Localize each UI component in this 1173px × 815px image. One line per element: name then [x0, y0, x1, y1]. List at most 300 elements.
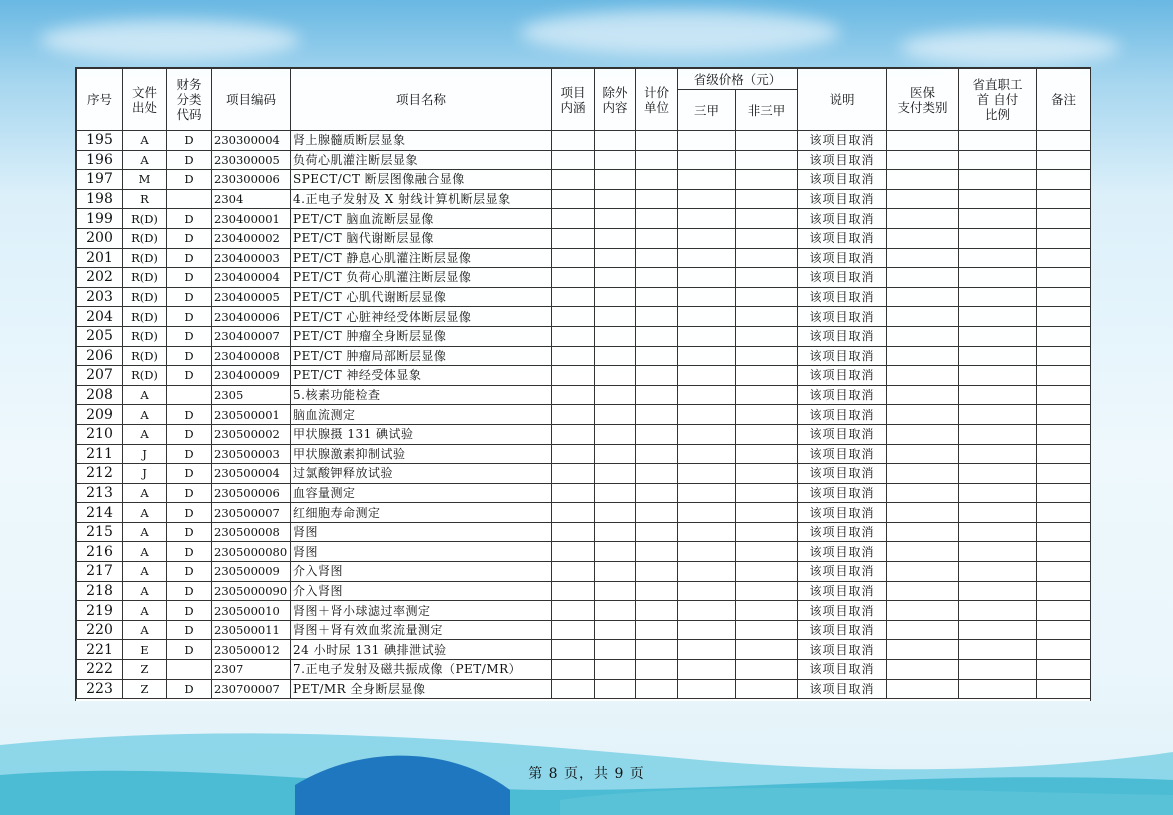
row-finance-code: D: [167, 581, 212, 601]
row-finance-code: D: [167, 522, 212, 542]
row-self-pay-ratio: [959, 660, 1037, 680]
row-price-tier-b: [736, 522, 798, 542]
row-price-tier-b: [736, 307, 798, 327]
row-description: 该项目取消: [798, 640, 887, 660]
row-insurance-category: [887, 581, 959, 601]
row-remark: [1037, 150, 1091, 170]
header-item-code: 项目编码: [212, 69, 291, 131]
row-item-code: 2305000090: [212, 581, 291, 601]
row-price-tier-b: [736, 542, 798, 562]
row-price-tier-b: [736, 601, 798, 621]
row-price-tier-b: [736, 640, 798, 660]
row-price-tier-b: [736, 385, 798, 405]
row-finance-code: D: [167, 366, 212, 386]
row-remark: [1037, 228, 1091, 248]
row-self-pay-ratio: [959, 248, 1037, 268]
row-remark: [1037, 620, 1091, 640]
row-finance-code: D: [167, 640, 212, 660]
row-item-code: 230500009: [212, 562, 291, 582]
row-price-tier-a: [678, 542, 736, 562]
row-exclusions: [595, 542, 636, 562]
table-row: [77, 307, 1091, 327]
row-remark: [1037, 522, 1091, 542]
row-description: 该项目取消: [798, 385, 887, 405]
row-self-pay-ratio: [959, 601, 1037, 621]
row-price-tier-b: [736, 464, 798, 484]
row-remark: [1037, 424, 1091, 444]
row-remark: [1037, 346, 1091, 366]
row-source: A: [123, 483, 167, 503]
row-insurance-category: [887, 228, 959, 248]
table-row: [77, 679, 1091, 699]
table-row: [77, 424, 1091, 444]
row-self-pay-ratio: [959, 287, 1037, 307]
row-insurance-category: [887, 405, 959, 425]
row-item-content: [552, 228, 595, 248]
row-price-tier-b: [736, 189, 798, 209]
row-seq: 209: [77, 405, 123, 425]
row-insurance-category: [887, 464, 959, 484]
row-item-name: PET/MR 全身断层显像: [291, 679, 552, 699]
row-item-name: 介入肾图: [291, 581, 552, 601]
row-insurance-category: [887, 542, 959, 562]
row-unit: [636, 522, 678, 542]
row-description: 该项目取消: [798, 366, 887, 386]
row-item-code: 230500006: [212, 483, 291, 503]
row-insurance-category: [887, 326, 959, 346]
row-self-pay-ratio: [959, 620, 1037, 640]
row-self-pay-ratio: [959, 542, 1037, 562]
row-description: 该项目取消: [798, 268, 887, 288]
row-price-tier-a: [678, 189, 736, 209]
row-exclusions: [595, 640, 636, 660]
row-item-code: 2305: [212, 385, 291, 405]
row-item-name: 血容量测定: [291, 483, 552, 503]
row-self-pay-ratio: [959, 268, 1037, 288]
header-price-tier-a: 三甲: [678, 90, 736, 131]
row-insurance-category: [887, 346, 959, 366]
row-unit: [636, 679, 678, 699]
row-seq: 207: [77, 366, 123, 386]
row-item-code: 230400005: [212, 287, 291, 307]
row-self-pay-ratio: [959, 346, 1037, 366]
row-description: 该项目取消: [798, 209, 887, 229]
row-description: 该项目取消: [798, 444, 887, 464]
row-finance-code: D: [167, 287, 212, 307]
row-unit: [636, 170, 678, 190]
row-item-code: 230400008: [212, 346, 291, 366]
header-self-pay-ratio: 省直职工 首 自付 比例: [959, 69, 1037, 131]
row-unit: [636, 483, 678, 503]
row-unit: [636, 346, 678, 366]
row-price-tier-b: [736, 660, 798, 680]
row-unit: [636, 601, 678, 621]
row-item-code: 230500002: [212, 424, 291, 444]
row-price-tier-b: [736, 248, 798, 268]
row-self-pay-ratio: [959, 562, 1037, 582]
row-item-content: [552, 660, 595, 680]
row-seq: 195: [77, 131, 123, 151]
row-price-tier-a: [678, 679, 736, 699]
row-remark: [1037, 660, 1091, 680]
row-source: R(D): [123, 268, 167, 288]
row-exclusions: [595, 209, 636, 229]
row-price-tier-b: [736, 170, 798, 190]
row-exclusions: [595, 679, 636, 699]
row-item-name: SPECT/CT 断层图像融合显像: [291, 170, 552, 190]
row-exclusions: [595, 522, 636, 542]
header-item-content: 项目 内涵: [552, 69, 595, 131]
row-exclusions: [595, 405, 636, 425]
row-description: 该项目取消: [798, 679, 887, 699]
row-item-content: [552, 385, 595, 405]
row-item-code: 230500001: [212, 405, 291, 425]
row-price-tier-a: [678, 620, 736, 640]
row-exclusions: [595, 150, 636, 170]
table-row: [77, 483, 1091, 503]
row-source: A: [123, 620, 167, 640]
row-self-pay-ratio: [959, 503, 1037, 523]
row-price-tier-b: [736, 620, 798, 640]
row-self-pay-ratio: [959, 366, 1037, 386]
row-unit: [636, 228, 678, 248]
row-description: 该项目取消: [798, 170, 887, 190]
row-remark: [1037, 287, 1091, 307]
row-item-content: [552, 444, 595, 464]
row-item-name: 过氯酸钾释放试验: [291, 464, 552, 484]
row-item-code: 230300005: [212, 150, 291, 170]
row-price-tier-a: [678, 405, 736, 425]
row-insurance-category: [887, 131, 959, 151]
row-source: R(D): [123, 209, 167, 229]
row-item-name: PET/CT 静息心肌灌注断层显像: [291, 248, 552, 268]
header-price-group: 省级价格（元）: [678, 69, 798, 90]
row-item-content: [552, 562, 595, 582]
row-price-tier-b: [736, 326, 798, 346]
row-source: R(D): [123, 228, 167, 248]
row-item-code: 2307: [212, 660, 291, 680]
row-remark: [1037, 542, 1091, 562]
row-insurance-category: [887, 209, 959, 229]
row-item-name: 红细胞寿命测定: [291, 503, 552, 523]
table-row: [77, 287, 1091, 307]
row-insurance-category: [887, 601, 959, 621]
table-body: [77, 131, 1091, 699]
row-item-content: [552, 366, 595, 386]
header-finance-code: 财务 分类 代码: [167, 69, 212, 131]
row-seq: 211: [77, 444, 123, 464]
row-price-tier-b: [736, 679, 798, 699]
row-remark: [1037, 562, 1091, 582]
row-self-pay-ratio: [959, 170, 1037, 190]
page-number: 第 8 页，共 9 页: [528, 766, 645, 782]
row-item-name: PET/CT 心脏神经受体断层显像: [291, 307, 552, 327]
row-item-content: [552, 581, 595, 601]
row-item-content: [552, 268, 595, 288]
row-unit: [636, 562, 678, 582]
row-source: R(D): [123, 287, 167, 307]
row-unit: [636, 268, 678, 288]
row-exclusions: [595, 366, 636, 386]
row-finance-code: D: [167, 464, 212, 484]
header-insurance-category: 医保 支付类别: [887, 69, 959, 131]
row-finance-code: D: [167, 424, 212, 444]
row-seq: 203: [77, 287, 123, 307]
row-unit: [636, 209, 678, 229]
row-item-name: 肾图＋肾小球滤过率测定: [291, 601, 552, 621]
row-insurance-category: [887, 170, 959, 190]
row-insurance-category: [887, 503, 959, 523]
row-remark: [1037, 131, 1091, 151]
row-unit: [636, 131, 678, 151]
row-price-tier-b: [736, 150, 798, 170]
row-price-tier-a: [678, 346, 736, 366]
table-row: [77, 268, 1091, 288]
row-self-pay-ratio: [959, 326, 1037, 346]
row-item-name: PET/CT 肿瘤全身断层显像: [291, 326, 552, 346]
row-self-pay-ratio: [959, 483, 1037, 503]
row-exclusions: [595, 385, 636, 405]
row-unit: [636, 307, 678, 327]
row-remark: [1037, 405, 1091, 425]
row-seq: 208: [77, 385, 123, 405]
row-remark: [1037, 170, 1091, 190]
row-seq: 205: [77, 326, 123, 346]
header-unit: 计价 单位: [636, 69, 678, 131]
row-item-name: 肾图＋肾有效血浆流量测定: [291, 620, 552, 640]
row-item-content: [552, 620, 595, 640]
header-exclusions: 除外 内容: [595, 69, 636, 131]
row-finance-code: D: [167, 346, 212, 366]
row-price-tier-a: [678, 581, 736, 601]
row-price-tier-a: [678, 424, 736, 444]
row-price-tier-b: [736, 366, 798, 386]
row-remark: [1037, 464, 1091, 484]
row-insurance-category: [887, 424, 959, 444]
row-seq: 197: [77, 170, 123, 190]
header-source: 文件 出处: [123, 69, 167, 131]
row-price-tier-a: [678, 660, 736, 680]
table-row: [77, 209, 1091, 229]
row-description: 该项目取消: [798, 620, 887, 640]
row-description: 该项目取消: [798, 464, 887, 484]
row-finance-code: D: [167, 444, 212, 464]
row-item-content: [552, 189, 595, 209]
row-item-name: 4.正电子发射及 X 射线计算机断层显象: [291, 189, 552, 209]
row-exclusions: [595, 483, 636, 503]
row-item-content: [552, 248, 595, 268]
row-source: Z: [123, 679, 167, 699]
row-unit: [636, 405, 678, 425]
row-price-tier-b: [736, 444, 798, 464]
row-item-name: 7.正电子发射及磁共振成像（PET/MR）: [291, 660, 552, 680]
row-price-tier-b: [736, 287, 798, 307]
table-row: [77, 189, 1091, 209]
row-remark: [1037, 640, 1091, 660]
row-remark: [1037, 385, 1091, 405]
row-finance-code: D: [167, 542, 212, 562]
row-finance-code: [167, 660, 212, 680]
row-price-tier-a: [678, 601, 736, 621]
row-description: 该项目取消: [798, 228, 887, 248]
row-description: 该项目取消: [798, 601, 887, 621]
row-insurance-category: [887, 150, 959, 170]
row-item-content: [552, 424, 595, 444]
row-self-pay-ratio: [959, 228, 1037, 248]
row-unit: [636, 640, 678, 660]
row-finance-code: D: [167, 620, 212, 640]
row-description: 该项目取消: [798, 503, 887, 523]
row-seq: 204: [77, 307, 123, 327]
row-finance-code: D: [167, 679, 212, 699]
row-exclusions: [595, 326, 636, 346]
row-finance-code: D: [167, 483, 212, 503]
row-exclusions: [595, 307, 636, 327]
row-description: 该项目取消: [798, 150, 887, 170]
row-item-content: [552, 601, 595, 621]
row-item-content: [552, 307, 595, 327]
row-seq: 217: [77, 562, 123, 582]
row-item-name: 肾图: [291, 542, 552, 562]
row-source: A: [123, 131, 167, 151]
row-remark: [1037, 483, 1091, 503]
row-price-tier-b: [736, 581, 798, 601]
row-finance-code: [167, 385, 212, 405]
row-item-name: PET/CT 负荷心肌灌注断层显像: [291, 268, 552, 288]
row-source: A: [123, 150, 167, 170]
row-item-content: [552, 170, 595, 190]
row-item-name: PET/CT 脑血流断层显像: [291, 209, 552, 229]
row-unit: [636, 248, 678, 268]
row-exclusions: [595, 287, 636, 307]
row-item-name: 5.核素功能检查: [291, 385, 552, 405]
row-insurance-category: [887, 307, 959, 327]
row-source: R: [123, 189, 167, 209]
header-seq: 序号: [77, 69, 123, 131]
row-exclusions: [595, 189, 636, 209]
row-price-tier-b: [736, 131, 798, 151]
row-finance-code: D: [167, 326, 212, 346]
row-seq: 218: [77, 581, 123, 601]
row-price-tier-b: [736, 209, 798, 229]
row-description: 该项目取消: [798, 189, 887, 209]
row-description: 该项目取消: [798, 346, 887, 366]
row-item-name: 负荷心肌灌注断层显象: [291, 150, 552, 170]
row-seq: 223: [77, 679, 123, 699]
row-seq: 216: [77, 542, 123, 562]
row-insurance-category: [887, 248, 959, 268]
table-row: [77, 405, 1091, 425]
row-finance-code: D: [167, 562, 212, 582]
row-item-name: PET/CT 脑代谢断层显像: [291, 228, 552, 248]
row-item-code: 2305000080: [212, 542, 291, 562]
row-insurance-category: [887, 366, 959, 386]
row-price-tier-b: [736, 346, 798, 366]
table-row: [77, 131, 1091, 151]
row-price-tier-b: [736, 405, 798, 425]
row-item-content: [552, 483, 595, 503]
row-exclusions: [595, 464, 636, 484]
row-item-code: 230500004: [212, 464, 291, 484]
table-row: [77, 503, 1091, 523]
row-price-tier-a: [678, 444, 736, 464]
row-exclusions: [595, 601, 636, 621]
row-insurance-category: [887, 444, 959, 464]
row-exclusions: [595, 131, 636, 151]
row-finance-code: D: [167, 150, 212, 170]
row-item-content: [552, 346, 595, 366]
row-description: 该项目取消: [798, 424, 887, 444]
row-item-code: 230500011: [212, 620, 291, 640]
row-seq: 202: [77, 268, 123, 288]
row-remark: [1037, 444, 1091, 464]
row-finance-code: D: [167, 170, 212, 190]
row-item-content: [552, 150, 595, 170]
table-row: [77, 170, 1091, 190]
row-description: 该项目取消: [798, 522, 887, 542]
row-self-pay-ratio: [959, 581, 1037, 601]
row-self-pay-ratio: [959, 424, 1037, 444]
row-item-code: 230500007: [212, 503, 291, 523]
row-exclusions: [595, 620, 636, 640]
row-item-code: 230400009: [212, 366, 291, 386]
row-source: M: [123, 170, 167, 190]
table-row: [77, 366, 1091, 386]
row-self-pay-ratio: [959, 189, 1037, 209]
row-seq: 198: [77, 189, 123, 209]
table-row: [77, 385, 1091, 405]
header-description: 说明: [798, 69, 887, 131]
row-remark: [1037, 601, 1091, 621]
table-row: [77, 522, 1091, 542]
row-description: 该项目取消: [798, 131, 887, 151]
table-row: [77, 346, 1091, 366]
row-item-name: 甲状腺摄 131 碘试验: [291, 424, 552, 444]
table-row: [77, 601, 1091, 621]
row-unit: [636, 444, 678, 464]
row-insurance-category: [887, 562, 959, 582]
row-unit: [636, 503, 678, 523]
row-exclusions: [595, 581, 636, 601]
row-item-code: 230400006: [212, 307, 291, 327]
row-price-tier-a: [678, 503, 736, 523]
row-description: 该项目取消: [798, 405, 887, 425]
row-item-name: PET/CT 心肌代谢断层显像: [291, 287, 552, 307]
row-price-tier-a: [678, 170, 736, 190]
row-insurance-category: [887, 268, 959, 288]
table-row: [77, 228, 1091, 248]
row-exclusions: [595, 170, 636, 190]
row-exclusions: [595, 346, 636, 366]
row-seq: 213: [77, 483, 123, 503]
row-remark: [1037, 503, 1091, 523]
row-remark: [1037, 366, 1091, 386]
table-row: [77, 640, 1091, 660]
row-self-pay-ratio: [959, 640, 1037, 660]
row-seq: 199: [77, 209, 123, 229]
row-exclusions: [595, 660, 636, 680]
row-item-code: 230400007: [212, 326, 291, 346]
row-price-tier-a: [678, 150, 736, 170]
row-price-tier-a: [678, 248, 736, 268]
row-exclusions: [595, 503, 636, 523]
row-item-name: PET/CT 肿瘤局部断层显像: [291, 346, 552, 366]
row-item-content: [552, 640, 595, 660]
row-self-pay-ratio: [959, 444, 1037, 464]
row-source: R(D): [123, 307, 167, 327]
table-row: [77, 464, 1091, 484]
row-exclusions: [595, 228, 636, 248]
